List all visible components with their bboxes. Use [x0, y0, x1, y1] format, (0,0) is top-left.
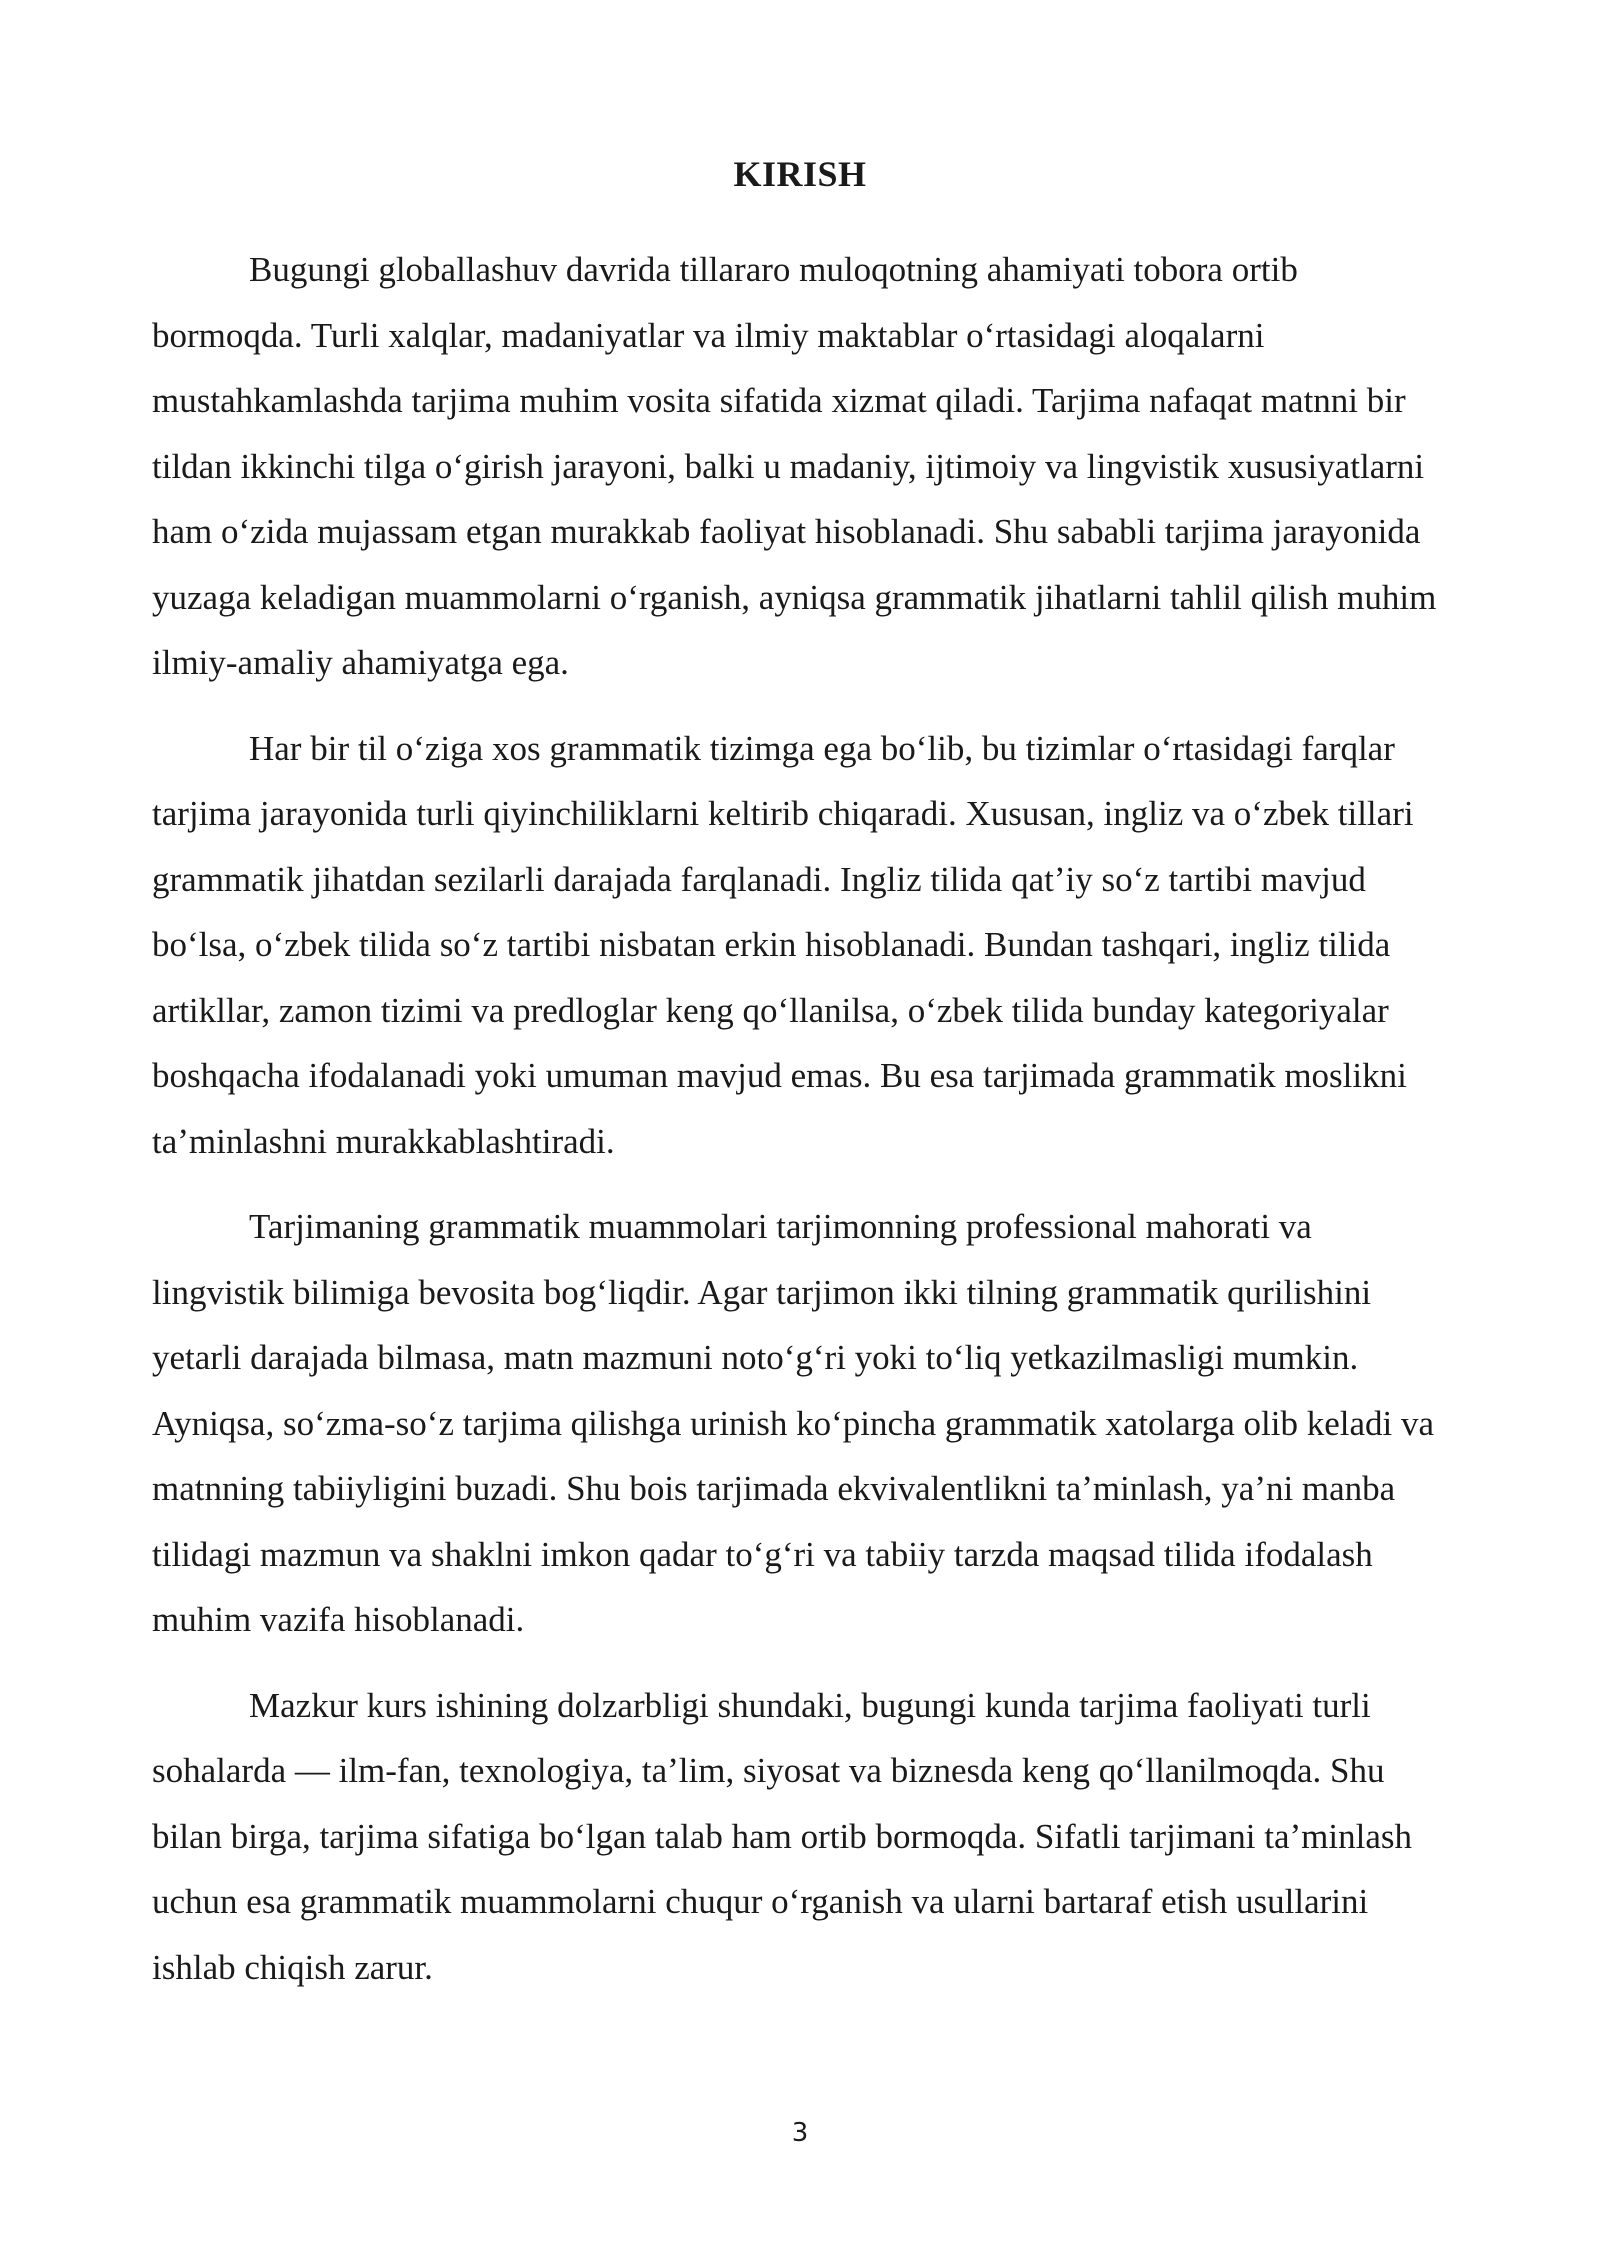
paragraph-3: Tarjimaning grammatik muammolari tarjimonning professional mahorati va lingvistik bilimiga bevosita bogʻliqdir. Agar tarjimon ikki tilning grammatik qurilishini yetarli darajada bilmasa, matn mazmuni notoʻgʻri yoki toʻliq yetkazilmasligi mumkin. Ayniqsa, soʻzma-soʻz tarjima qilishga urinish koʻpincha grammatik xatolarga olib keladi va matnning tabiiyligini buzadi. Shu bois tarjimada ekvivalentlikni taʼminlash, yaʼni manba tilidagi mazmun va shaklni imkon qadar toʻgʻri va tabiiy tarzda maqsad tilida ifodalash muhim vazifa hisoblanadi.	[152, 1207, 1435, 1639]
body-text	[152, 237, 1448, 2020]
page-title: KIRISH	[733, 154, 867, 194]
paragraph-4: Mazkur kurs ishining dolzarbligi shundaki, bugungi kunda tarjima faoliyati turli sohalarda — ilm-fan, texnologiya, taʼlim, siyosat va biznesda keng qoʻllanilmoqda. Shu bilan birga, tarjima sifatiga boʻlgan talab ham ortib bormoqda. Sifatli tarjimani taʼminlash uchun esa grammatik muammolarni chuqur oʻrganish va ularni bartaraf etish usullarini ishlab chiqish zarur.	[152, 1685, 1412, 1987]
paragraph-1: Bugungi globallashuv davrida tillararo muloqotning ahamiyati tobora ortib bormoqda. Turli xalqlar, madaniyatlar va ilmiy maktablar oʻrtasidagi aloqalarni mustahkamlashda tarjima muhim vosita sifatida xizmat qiladi. Tarjima nafaqat matnni bir tildan ikkinchi tilga oʻgirish jarayoni, balki u madaniy, ijtimoiy va lingvistik xususiyatlarni ham oʻzida mujassam etgan murakkab faoliyat hisoblanadi. Shu sababli tarjima jarayonida yuzaga keladigan muammolarni oʻrganish, ayniqsa grammatik jihatlarni tahlil qilish muhim ilmiy-amaliy ahamiyatga ega.	[152, 250, 1437, 682]
page-number: 3	[791, 2118, 809, 2148]
paragraph-2: Har bir til oʻziga xos grammatik tizimga ega boʻlib, bu tizimlar oʻrtasidagi farqlar tarjima jarayonida turli qiyinchiliklarni keltirib chiqaradi. Xususan, ingliz va oʻzbek tillari grammatik jihatdan sezilarli darajada farqlanadi. Ingliz tilida qatʼiy soʻz tartibi mavjud boʻlsa, oʻzbek tilida soʻz tartibi nisbatan erkin hisoblanadi. Bundan tashqari, ingliz tilida artikllar, zamon tizimi va predloglar keng qoʻllanilsa, oʻzbek tilida bunday kategoriyalar boshqacha ifodalanadi yoki umuman mavjud emas. Bu esa tarjimada grammatik moslikni taʼminlashni murakkablashtiradi.	[152, 728, 1414, 1161]
